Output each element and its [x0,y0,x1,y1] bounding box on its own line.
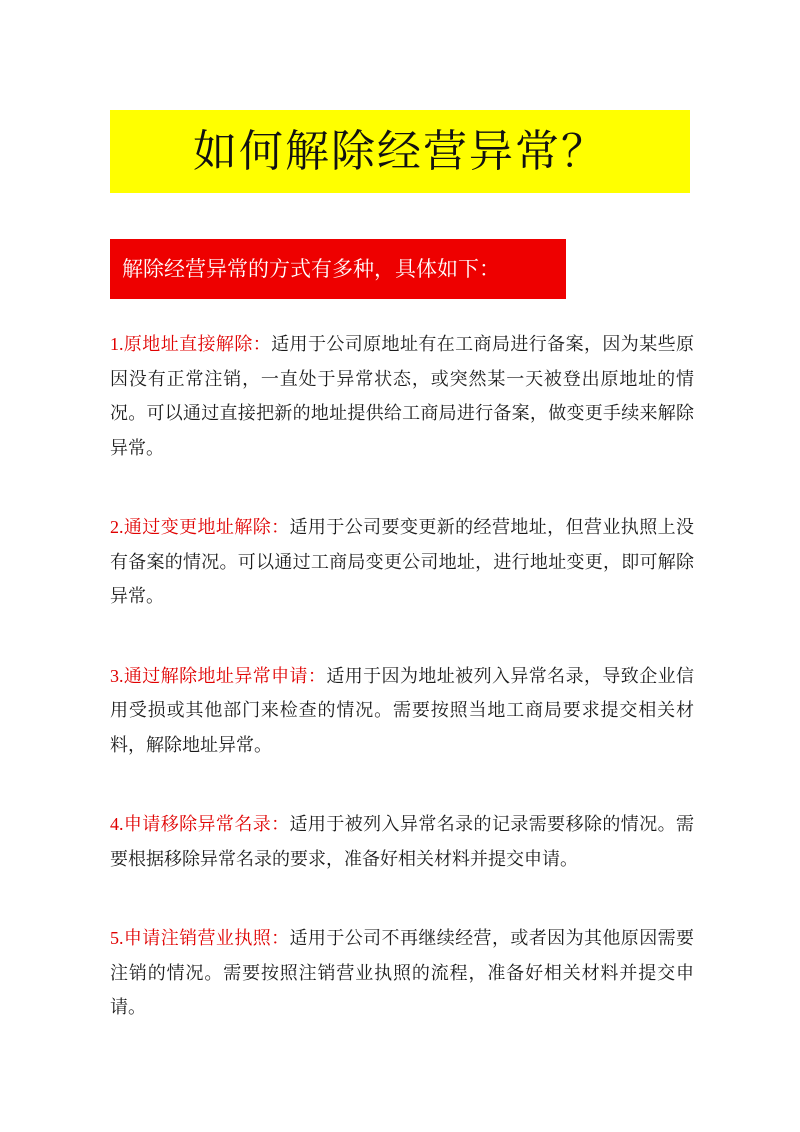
method-number: 5. [110,928,124,948]
method-item-1 [110,327,694,466]
method-description: 适用于公司原地址有在工商局进行备案，因为某些原因没有正常注销，一直处于异常状态，或突然某一天被登出原地址的情况。可以通过直接把新的地址提供给工商局进行备案，做变更手续来解除异常。 [110,334,695,459]
method-item-5 [110,921,694,1026]
method-item-4 [110,807,694,877]
method-heading: 通过变更地址解除： [123,517,290,538]
method-number: 1. [110,334,124,354]
method-number: 3. [110,665,124,686]
method-description: 适用于因为地址被列入异常名录，导致企业信用受损或其他部门来检查的情况。需要按照当地工商局要求提交相关材料，解除地址异常。 [110,665,695,756]
method-heading: 通过解除地址异常申请： [123,665,327,687]
method-heading: 申请注销营业执照： [123,928,290,949]
method-item-2 [110,510,694,615]
method-list [110,327,694,1070]
title-banner [110,110,690,193]
intro-text: 解除经营异常的方式有多种，具体如下： [122,256,500,281]
method-description: 适用于公司要变更新的经营地址，但营业执照上没有备案的情况。可以通过工商局变更公司地址，进行地址变更，即可解除异常。 [110,517,694,607]
method-heading: 原地址直接解除： [123,334,272,355]
page-title: 如何解除经营异常？ [193,125,607,177]
method-description: 适用于公司不再继续经营，或者因为其他原因需要注销的情况。需要按照注销营业执照的流程，准备好相关材料并提交申请。 [110,928,694,1018]
method-description: 适用于被列入异常名录的记录需要移除的情况。需要根据移除异常名录的要求，准备好相关材料并提交申请。 [110,814,694,870]
method-heading: 申请移除异常名录： [123,814,290,835]
method-number: 2. [110,517,124,537]
method-number: 4. [110,814,124,834]
intro-banner [110,239,566,299]
method-item-3 [110,659,694,764]
